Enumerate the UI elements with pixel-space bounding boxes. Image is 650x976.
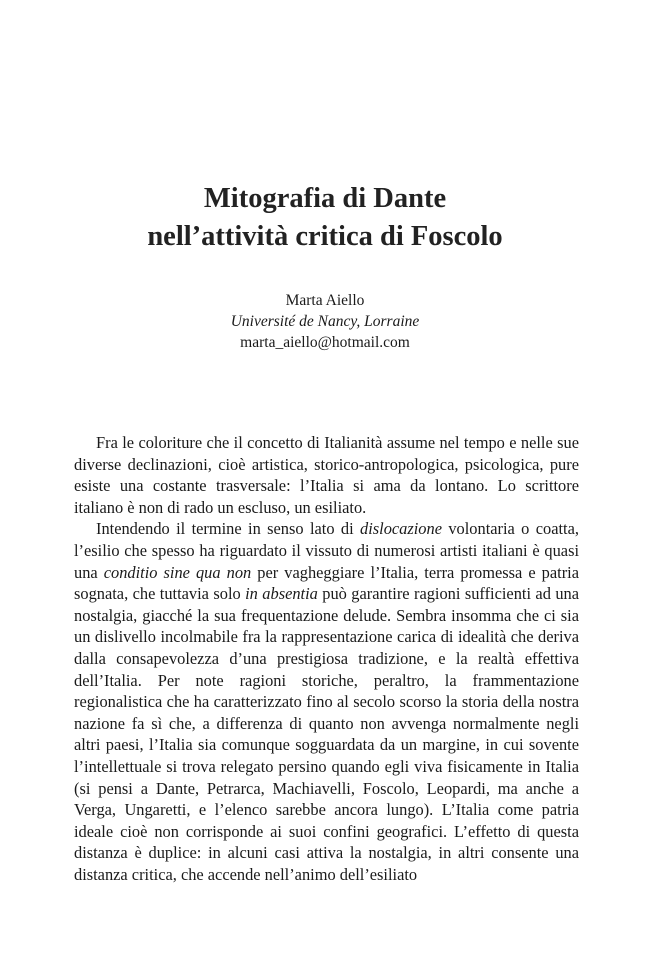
author-block xyxy=(0,290,650,353)
italic-term: in absentia xyxy=(245,584,318,604)
paragraph-2 xyxy=(74,518,579,885)
paragraph-2-text: Intendendo il termine in senso lato di xyxy=(96,519,361,539)
author-affiliation: Université de Nancy, Lorraine xyxy=(230,313,420,330)
paragraph-2-text: volontaria o coatta, l’esilio che spesso ha riguardato il vissuto di numerosi artisti italiani è quasi una xyxy=(74,519,579,582)
title-line-2: nell’attività critica di Foscolo xyxy=(147,221,503,252)
author-email: marta_aiello@hotmail.com xyxy=(240,334,410,351)
italic-term: conditio sine qua non xyxy=(103,562,252,582)
paragraph-2-text: per vagheggiare l’Italia, terra promessa e patria sognata, che tuttavia solo xyxy=(74,562,579,604)
body-text xyxy=(74,432,579,885)
paragraph-1: Fra le coloriture che il concetto di Italianità assume nel tempo e nelle sue diverse declinazioni, cioè artistica, storico-antropologica, psicologica, pure esiste una costante trasversale: l’Italia si ama da lontano. Lo scrittore italiano è non di rado un escluso, un esiliato. xyxy=(74,433,579,517)
italic-term: dislocazione xyxy=(360,519,442,539)
author-name: Marta Aiello xyxy=(285,292,365,309)
paragraph-2-text: può garantire ragioni sufficienti ad una nostalgia, giacché la sua frequentazione delude. Sembra insomma che ci sia un dislivello incolmabile fra la rappresentazione carica di idealità che deriva dalla consapevolezza d’una prestigiosa tradizione, e la realtà effettiva dell’Italia. Per note ragioni storiche, peraltro, la frammentazione regionalistica che ha caratterizzato fino al secolo scorso la storia della nostra nazione fa sì che, a differenza di quanto non avvenga normalmente negli altri paesi, l’Italia sia comunque sogguardata da un margine, in cui sovente l’intellettuale si trova relegato persino quando egli viva fisicamente in Italia (si pensi a Dante, Petrarca, Machiavelli, Foscolo, Leopardi, ma anche a Verga, Ungaretti, e l’elenco sarebbe ancora lungo). L’Italia come patria ideale cioè non corrisponde ai suoi confini geografici. L’effetto di questa distanza è duplice: in alcuni casi attiva la nostalgia, in altri consente una distanza critica, che accende nell’animo dell’esiliato xyxy=(74,584,579,884)
paper-title xyxy=(0,180,650,256)
title-line-1: Mitografia di Dante xyxy=(203,183,447,214)
